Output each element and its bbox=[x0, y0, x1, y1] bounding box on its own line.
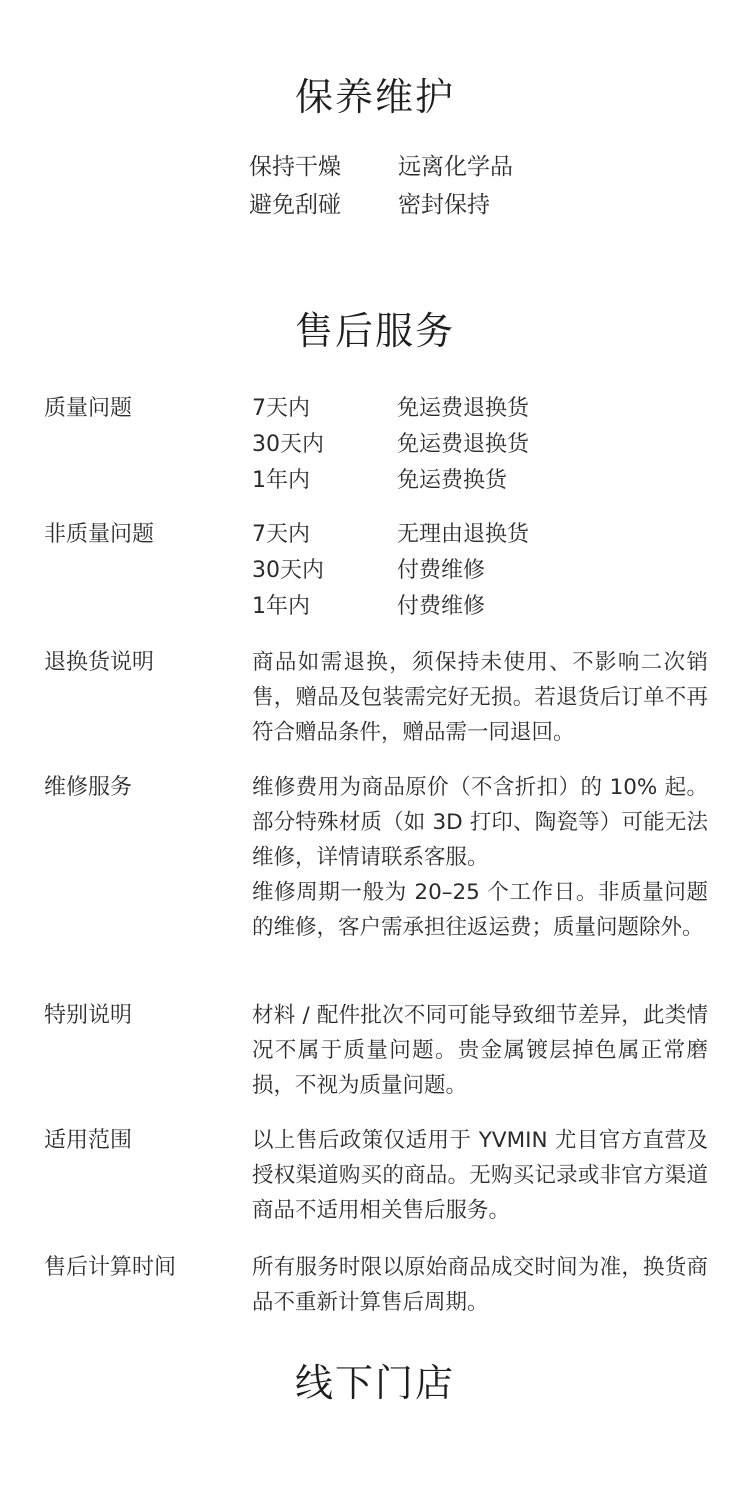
care-tip: 避免刮碰 bbox=[249, 192, 341, 218]
scope-paragraph: 以上售后政策仅适用于 YVMIN 尤目官方直营及授权渠道购买的商品。无购买记录或非官方渠道商品不适用相关售后服务。 bbox=[252, 1128, 708, 1223]
stores-section-title: 线下门店 bbox=[294, 1361, 455, 1405]
special-note-paragraph: 材料 / 配件批次不同可能导致细节差异，此类情况不属于质量问题。贵金属镀层掉色属正常磨损，不视为质量问题。 bbox=[252, 1003, 708, 1098]
scope-text bbox=[252, 1123, 708, 1228]
policy-row bbox=[252, 589, 712, 625]
care-tips-right bbox=[398, 148, 513, 224]
repair-service-text bbox=[252, 770, 708, 945]
care-tip: 保持干燥 bbox=[249, 154, 341, 180]
non-quality-issue-label: 非质量问题 bbox=[44, 522, 155, 547]
policy-row bbox=[252, 553, 712, 589]
timing-paragraph: 所有服务时限以原始商品成交时间为准，换货商品不重新计算售后周期。 bbox=[252, 1255, 708, 1315]
non-quality-issue-policy bbox=[252, 517, 712, 625]
return-note-text bbox=[252, 645, 708, 750]
policy-period: 30天内 bbox=[252, 432, 324, 457]
timing-text bbox=[252, 1250, 708, 1320]
care-tip: 密封保持 bbox=[398, 192, 490, 218]
after-sales-section-title: 售后服务 bbox=[294, 309, 455, 353]
repair-period-paragraph: 维修周期一般为 20–25 个工作日。非质量问题的维修，客户需承担往返运费；质量问题除外。 bbox=[252, 880, 708, 940]
quality-issue-policy bbox=[252, 391, 712, 499]
policy-row bbox=[252, 463, 712, 499]
quality-issue-label: 质量问题 bbox=[44, 396, 133, 421]
policy-remedy: 付费维修 bbox=[397, 558, 486, 583]
policy-remedy: 无理由退换货 bbox=[397, 522, 530, 547]
special-note-label: 特别说明 bbox=[44, 1003, 133, 1028]
return-note-label: 退换货说明 bbox=[44, 650, 155, 675]
policy-row bbox=[252, 427, 712, 463]
policy-period: 30天内 bbox=[252, 558, 324, 583]
policy-period: 7天内 bbox=[252, 396, 310, 421]
policy-remedy: 付费维修 bbox=[397, 594, 486, 619]
care-section-title: 保养维护 bbox=[294, 75, 455, 119]
policy-remedy: 免运费退换货 bbox=[397, 432, 530, 457]
repair-fee-paragraph: 维修费用为商品原价（不含折扣）的 10% 起。部分特殊材质（如 3D 打印、陶瓷等）可能无法维修，详情请联系客服。 bbox=[252, 775, 708, 870]
policy-remedy: 免运费退换货 bbox=[397, 396, 530, 421]
policy-period: 1年内 bbox=[252, 594, 310, 619]
special-note-text bbox=[252, 998, 708, 1103]
repair-service-label: 维修服务 bbox=[44, 775, 133, 800]
policy-row bbox=[252, 391, 712, 427]
policy-period: 7天内 bbox=[252, 522, 310, 547]
care-tip: 远离化学品 bbox=[398, 154, 513, 180]
policy-row bbox=[252, 517, 712, 553]
policy-remedy: 免运费换货 bbox=[397, 468, 508, 493]
timing-label: 售后计算时间 bbox=[44, 1255, 177, 1280]
policy-period: 1年内 bbox=[252, 468, 310, 493]
scope-label: 适用范围 bbox=[44, 1128, 133, 1153]
return-note-paragraph: 商品如需退换，须保持未使用、不影响二次销售，赠品及包装需完好无损。若退货后订单不再符合赠品条件，赠品需一同退回。 bbox=[252, 650, 708, 745]
care-tips-left bbox=[249, 148, 341, 224]
